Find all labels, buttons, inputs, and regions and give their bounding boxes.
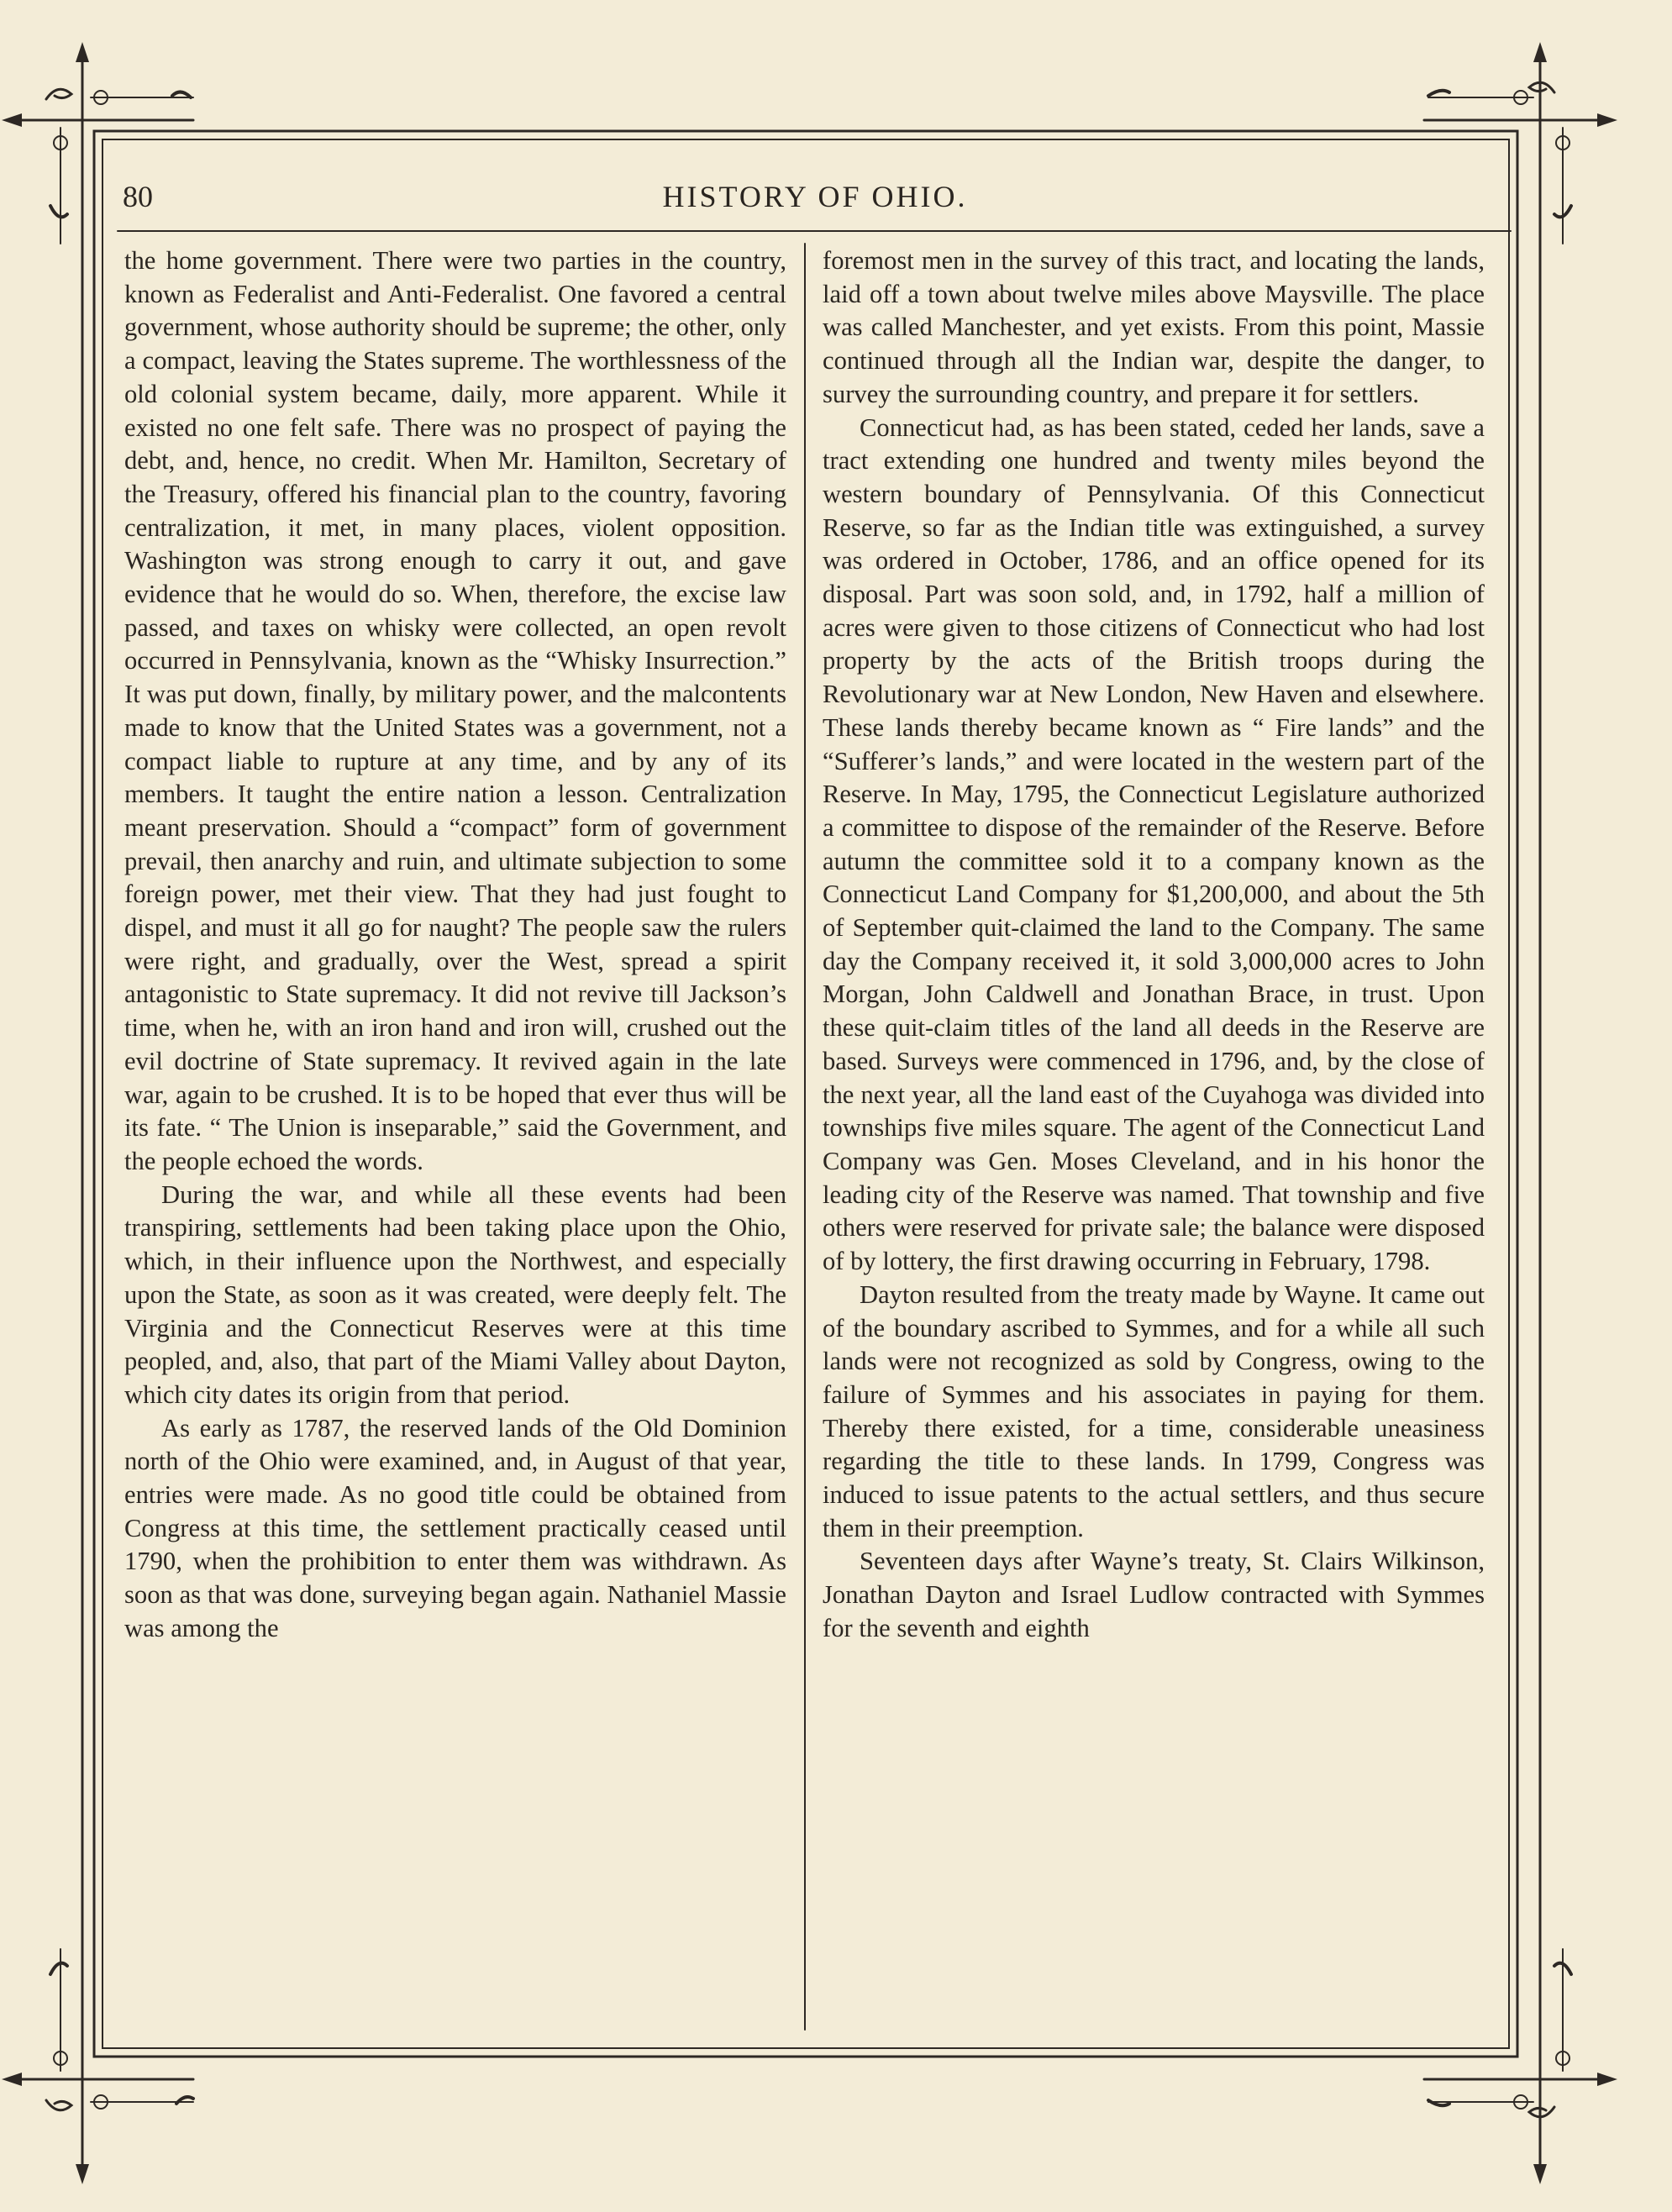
paragraph: Connecticut had, as has been stated, ceded her lands, save a tract extending one hundred and twenty miles beyond the western boundary of Pennsylvania. Of this Connecticut Reserve, so far as the Indian title was extinguished, a survey was ordered in October, 1786, and an office opened for its disposal. Part was soon sold, and, in 1792, half a million of acres were given to those citizens of Connecticut who had lost property by the acts of the British troops during the Revolutionary war at New London, New Haven and elsewhere. These lands thereby became known as “ Fire lands” and the “Sufferer’s lands,” and were located in the western part of the Reserve. In May, 1795, the Connecticut Legislature authorized a committee to dispose of the remainder of the Reserve. Before autumn the committee sold it to a company known as the Connecticut Land Company for $1,200,000, and about the 5th of September quit-claimed the land to the Company. The same day the Company received it, it sold 3,000,000 acres to John Morgan, John Caldwell and Jonathan Brace, in trust. Upon these quit-claim titles of the land all deeds in the Reserve are based. Surveys were commenced in 1796, and, by the close of the next year, all the land east of the Cuyahoga was divided into townships five miles square. The agent of the Connecticut Land Company was Gen. Moses Cleveland, and in his honor the leading city of the Reserve was named. That township and five others were reserved for private sale; the balance were disposed of by lottery, the first drawing occurring in February, 1798. (823, 412, 1485, 1276)
running-title: HISTORY OF OHIO. (662, 180, 968, 213)
page-number: 80 (123, 180, 153, 213)
paragraph: foremost men in the survey of this tract, and locating the lands, laid off a town about twelve miles above Maysville. The place was called Manchester, and yet exists. From this point, Massie continued through all the Indian war, despite the danger, to survey the surrounding country, and prepare it for settlers. (823, 246, 1485, 408)
paragraph: Dayton resulted from the treaty made by Wayne. It came out of the boundary ascribed to Symmes, and for a while all such lands were not recognized as sold by Congress, owing to the failure of Symmes and his associates in paying for them. Thereby there existed, for a time, considerable uneasiness regarding the title to these lands. In 1799, Congress was induced to issue patents to the actual settlers, and thus secure them in their preemption. (823, 1279, 1485, 1542)
text-column-left (124, 244, 786, 2025)
paragraph: During the war, and while all these events had been transpiring, settlements had been taking place upon the Ohio, which, in their influence upon the Northwest, and especially upon the State, as soon as it was created, were deeply felt. The Virginia and the Connecticut Reserves were at this time peopled, and, also, that part of the Miami Valley about Dayton, which city dates its origin from that period. (124, 1180, 786, 1409)
paragraph: As early as 1787, the reserved lands of the Old Dominion north of the Ohio were examined, and, in August of that year, entries were made. As no good title could be obtained from Congress at this time, the settlement practically ceased until 1790, when the prohibition to enter them was withdrawn. As soon as that was done, surveying began again. Nathaniel Massie was among the (124, 1413, 786, 1642)
page-header (118, 173, 1512, 220)
paragraph: Seventeen days after Wayne’s treaty, St. Clairs Wilkinson, Jonathan Dayton and Israel Ludlow contracted with Symmes for the seventh and eighth (823, 1547, 1485, 1642)
paragraph: the home government. There were two parties in the country, known as Federalist and Anti-Federalist. One favored a central government, whose authority should be supreme; the other, only a compact, leaving the States supreme. The worthlessness of the old colonial system became, daily, more apparent. While it existed no one felt safe. There was no prospect of paying the debt, and, hence, no credit. When Mr. Hamilton, Secretary of the Treasury, offered his financial plan to the country, favoring centralization, it met, in many places, violent opposition. Washington was strong enough to carry it out, and gave evidence that he would do so. When, therefore, the excise law passed, and taxes on whisky were collected, an open revolt occurred in Pennsylvania, known as the “Whisky Insurrection.” It was put down, finally, by military power, and the malcontents made to know that the United States was a government, not a compact liable to rupture at any time, and by any of its members. It taught the entire nation a lesson. Centralization meant preservation. Should a “compact” form of government prevail, then anarchy and ruin, and ultimate subjection to some foreign power, met their view. That they had just fought to dispel, and must it all go for naught? The people saw the rulers were right, and gradually, over the West, spread a spirit antagonistic to State supremacy. It did not revive till Jackson’s time, when he, with an iron hand and iron will, crushed out the evil doctrine of State supremacy. It revived again in the late war, again to be crushed. It is to be hoped that ever thus will be its fate. “ The Union is inseparable,” said the Government, and the people echoed the words. (124, 246, 786, 1175)
text-column-right (823, 244, 1485, 2025)
